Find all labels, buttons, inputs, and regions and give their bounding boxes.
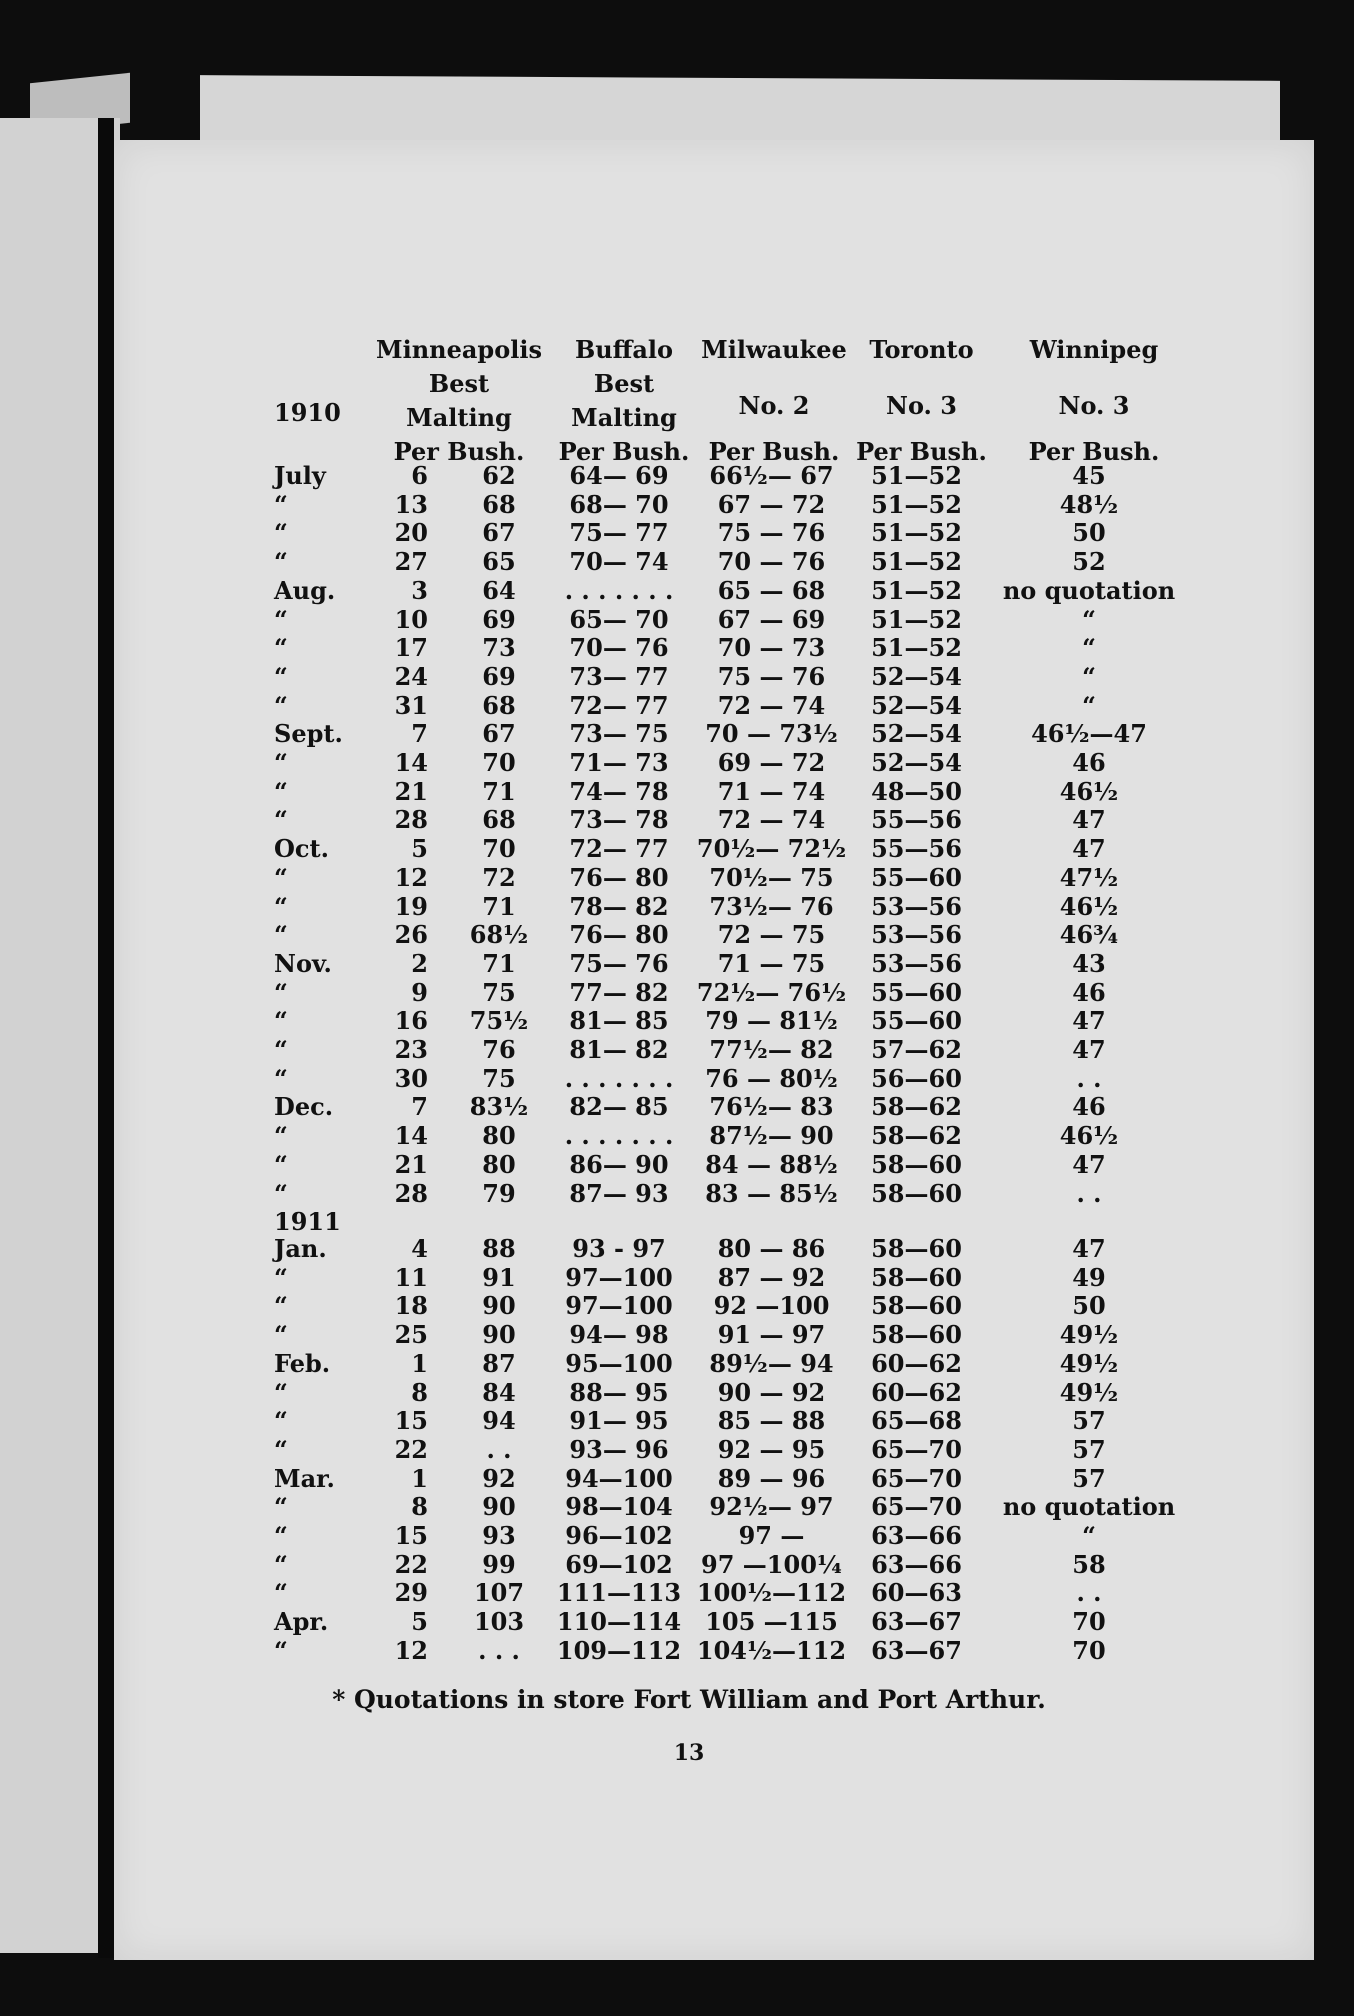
- buffalo-price-cell: 75— 77: [569, 518, 669, 548]
- month-cell: “: [274, 1178, 288, 1208]
- buffalo-price-cell: 69—102: [565, 1549, 673, 1579]
- winnipeg-price-cell: 43: [1072, 948, 1106, 978]
- buffalo-price-cell: 64— 69: [569, 461, 669, 490]
- minneapolis-price-cell: 68: [482, 805, 516, 835]
- buffalo-price-cell: 111—113: [556, 1578, 682, 1608]
- toronto-price-cell: 52—54: [871, 719, 962, 749]
- month-cell: Nov.: [274, 948, 332, 978]
- day-cell: 12: [394, 862, 428, 892]
- toronto-price-cell: 63—66: [871, 1521, 962, 1550]
- buffalo-price-cell: 110—114: [556, 1607, 682, 1637]
- toronto-price-cell: 63—67: [871, 1607, 962, 1637]
- milwaukee-price-cell: 72 — 75: [717, 920, 826, 950]
- day-cell: 18: [394, 1291, 428, 1321]
- toronto-price-cell: 55—56: [871, 805, 962, 835]
- month-cell: “: [274, 1149, 288, 1179]
- day-cell: 21: [394, 776, 428, 806]
- milwaukee-price-cell: 92 — 95: [717, 1434, 826, 1464]
- buffalo-price-cell: 78— 82: [569, 891, 669, 921]
- milwaukee-price-cell: 104½—112: [696, 1635, 847, 1665]
- day-cell: 1: [411, 1348, 428, 1378]
- winnipeg-price-cell: 47½: [1059, 862, 1119, 892]
- minneapolis-price-cell: 79: [482, 1178, 516, 1208]
- winnipeg-price-cell: . .: [1076, 1578, 1102, 1608]
- toronto-price-cell: 58—62: [871, 1092, 962, 1122]
- minneapolis-price-cell: 99: [482, 1549, 516, 1579]
- buffalo-price-cell: 76— 80: [569, 920, 669, 950]
- minneapolis-price-cell: 75½: [469, 1006, 529, 1036]
- milwaukee-price-cell: 97 —: [738, 1521, 805, 1550]
- winnipeg-price-cell: no quotation: [1002, 575, 1176, 605]
- buffalo-price-cell: . . . . . . .: [564, 575, 674, 605]
- buffalo-price-cell: 97—100: [565, 1291, 673, 1321]
- toronto-price-cell: 51—52: [871, 547, 962, 577]
- toronto-price-cell: 57—62: [871, 1035, 962, 1064]
- minneapolis-price-cell: 68: [482, 690, 516, 720]
- month-cell: “: [274, 1121, 288, 1151]
- day-cell: 27: [394, 547, 428, 577]
- milwaukee-price-cell: 77½— 82: [709, 1035, 834, 1064]
- month-cell: “: [274, 690, 288, 720]
- buffalo-price-cell: . . . . . . .: [564, 1063, 674, 1093]
- winnipeg-price-cell: 70: [1072, 1607, 1106, 1637]
- minneapolis-price-cell: 107: [473, 1578, 525, 1608]
- footnote: * Quotations in store Fort William and Port Arthur.: [332, 1685, 1046, 1714]
- month-cell: Sept.: [274, 719, 343, 749]
- milwaukee-price-cell: 70 — 73: [717, 633, 826, 663]
- minneapolis-price-cell: 83½: [469, 1092, 529, 1122]
- day-cell: 7: [411, 1092, 428, 1122]
- day-cell: 15: [394, 1521, 428, 1550]
- day-cell: 12: [394, 1635, 428, 1665]
- toronto-price-cell: 65—70: [871, 1434, 962, 1464]
- winnipeg-price-cell: 49: [1072, 1262, 1106, 1292]
- winnipeg-price-cell: “: [1082, 633, 1096, 663]
- buffalo-price-cell: 98—104: [565, 1492, 673, 1522]
- day-cell: 28: [394, 1178, 428, 1208]
- toronto-price-cell: 63—67: [871, 1635, 962, 1665]
- day-cell: 23: [394, 1035, 428, 1064]
- day-cell: 21: [394, 1149, 428, 1179]
- minneapolis-price-cell: 80: [482, 1121, 516, 1151]
- minneapolis-price-cell: 65: [482, 547, 516, 577]
- day-cell: 16: [394, 1006, 428, 1036]
- day-cell: 11: [394, 1262, 428, 1292]
- day-cell: 24: [394, 661, 428, 691]
- milwaukee-price-cell: 75 — 76: [717, 661, 826, 691]
- header-minneapolis: Minneapolis Best Malting Per Bush.: [376, 335, 542, 466]
- header-winnipeg: Winnipeg No. 3 Per Bush.: [1028, 335, 1160, 466]
- winnipeg-price-cell: 52: [1072, 547, 1106, 577]
- winnipeg-price-cell: 50: [1072, 1291, 1106, 1321]
- buffalo-price-cell: 82— 85: [569, 1092, 669, 1122]
- month-cell: “: [274, 1006, 288, 1036]
- winnipeg-price-cell: 48½: [1059, 489, 1119, 519]
- month-cell: “: [274, 805, 288, 835]
- day-cell: 8: [411, 1377, 428, 1407]
- buffalo-price-cell: 75— 76: [569, 948, 669, 978]
- minneapolis-price-cell: 71: [482, 891, 516, 921]
- month-cell: Aug.: [274, 575, 336, 605]
- milwaukee-price-cell: 79 — 81½: [705, 1006, 838, 1036]
- book-spine: [98, 118, 114, 1958]
- month-cell: Feb.: [274, 1348, 331, 1378]
- milwaukee-price-cell: 72 — 74: [717, 690, 826, 720]
- month-cell: “: [274, 661, 288, 691]
- toronto-price-cell: 60—62: [871, 1377, 962, 1407]
- winnipeg-price-cell: 47: [1072, 834, 1106, 864]
- buffalo-price-cell: 97—100: [565, 1262, 673, 1292]
- month-cell: “: [274, 920, 288, 950]
- minneapolis-price-cell: 62: [482, 461, 516, 490]
- minneapolis-price-cell: . .: [486, 1434, 512, 1464]
- day-cell: 9: [411, 977, 428, 1007]
- toronto-price-cell: 58—60: [871, 1178, 962, 1208]
- toronto-price-cell: 65—70: [871, 1492, 962, 1522]
- toronto-price-cell: 51—52: [871, 461, 962, 490]
- winnipeg-price-cell: 47: [1072, 1006, 1106, 1036]
- month-cell: “: [274, 1578, 288, 1608]
- toronto-price-cell: 55—60: [871, 1006, 962, 1036]
- milwaukee-price-cell: 80 — 86: [717, 1234, 826, 1263]
- winnipeg-price-cell: “: [1082, 604, 1096, 634]
- winnipeg-price-cell: 70: [1072, 1635, 1106, 1665]
- milwaukee-price-cell: 100½—112: [696, 1578, 847, 1608]
- minneapolis-price-cell: 69: [482, 661, 516, 691]
- buffalo-price-cell: 68— 70: [569, 489, 669, 519]
- milwaukee-price-cell: 76 — 80½: [705, 1063, 838, 1093]
- winnipeg-price-cell: no quotation: [1002, 1492, 1176, 1522]
- month-cell: “: [274, 1377, 288, 1407]
- buffalo-price-cell: 77— 82: [569, 977, 669, 1007]
- winnipeg-price-cell: 50: [1072, 518, 1106, 548]
- month-cell: “: [274, 1434, 288, 1464]
- minneapolis-price-cell: 93: [482, 1521, 516, 1550]
- toronto-price-cell: 53—56: [871, 891, 962, 921]
- month-cell: “: [274, 1262, 288, 1292]
- month-cell: “: [274, 518, 288, 548]
- day-cell: 6: [411, 461, 428, 490]
- milwaukee-price-cell: 76½— 83: [709, 1092, 834, 1122]
- winnipeg-price-cell: 46: [1072, 977, 1106, 1007]
- day-cell: 5: [411, 834, 428, 864]
- winnipeg-price-cell: 57: [1072, 1434, 1106, 1464]
- winnipeg-price-cell: 46½: [1059, 1121, 1119, 1151]
- day-cell: 14: [394, 1121, 428, 1151]
- toronto-price-cell: 51—52: [871, 575, 962, 605]
- winnipeg-price-cell: “: [1082, 690, 1096, 720]
- milwaukee-price-cell: 70 — 76: [717, 547, 826, 577]
- minneapolis-price-cell: 69: [482, 604, 516, 634]
- winnipeg-price-cell: 57: [1072, 1406, 1106, 1436]
- winnipeg-price-cell: 47: [1072, 805, 1106, 835]
- minneapolis-price-cell: 68½: [469, 920, 529, 950]
- minneapolis-price-cell: 103: [473, 1607, 525, 1637]
- day-cell: 7: [411, 719, 428, 749]
- minneapolis-price-cell: 80: [482, 1149, 516, 1179]
- day-cell: 13: [394, 489, 428, 519]
- toronto-price-cell: 52—54: [871, 690, 962, 720]
- day-cell: 22: [394, 1549, 428, 1579]
- header-buffalo: Buffalo Best Malting Per Bush.: [558, 335, 690, 466]
- month-cell: “: [274, 1549, 288, 1579]
- toronto-price-cell: 53—56: [871, 920, 962, 950]
- month-cell: “: [274, 1406, 288, 1436]
- buffalo-price-cell: 71— 73: [569, 748, 669, 777]
- day-cell: 5: [411, 1607, 428, 1637]
- milwaukee-price-cell: 83 — 85½: [705, 1178, 838, 1208]
- day-cell: 25: [394, 1320, 428, 1350]
- minneapolis-price-cell: 90: [482, 1492, 516, 1522]
- month-cell: “: [274, 1320, 288, 1350]
- month-cell: “: [274, 1291, 288, 1321]
- minneapolis-price-cell: 92: [482, 1463, 516, 1493]
- month-cell: “: [274, 862, 288, 892]
- winnipeg-price-cell: . .: [1076, 1178, 1102, 1208]
- toronto-price-cell: 58—60: [871, 1320, 962, 1350]
- day-cell: 3: [411, 575, 428, 605]
- buffalo-price-cell: 73— 77: [569, 661, 669, 691]
- toronto-price-cell: 51—52: [871, 633, 962, 663]
- minneapolis-price-cell: 71: [482, 948, 516, 978]
- toronto-price-cell: 63—66: [871, 1549, 962, 1579]
- minneapolis-price-cell: 87: [482, 1348, 516, 1378]
- buffalo-price-cell: 93 - 97: [572, 1234, 666, 1263]
- header-milwaukee: Milwaukee No. 2 Per Bush.: [701, 335, 847, 466]
- month-cell: July: [274, 461, 326, 490]
- toronto-price-cell: 52—54: [871, 661, 962, 691]
- milwaukee-price-cell: 92 —100: [713, 1291, 830, 1321]
- winnipeg-price-cell: 49½: [1059, 1320, 1119, 1350]
- winnipeg-price-cell: 47: [1072, 1035, 1106, 1064]
- day-cell: 1: [411, 1463, 428, 1493]
- toronto-price-cell: 58—60: [871, 1149, 962, 1179]
- minneapolis-price-cell: 70: [482, 834, 516, 864]
- milwaukee-price-cell: 97 —100¼: [701, 1549, 842, 1579]
- minneapolis-price-cell: 72: [482, 862, 516, 892]
- milwaukee-price-cell: 70 — 73½: [705, 719, 838, 749]
- toronto-price-cell: 56—60: [871, 1063, 962, 1093]
- month-cell: Oct.: [274, 834, 329, 864]
- minneapolis-price-cell: 75: [482, 1063, 516, 1093]
- winnipeg-price-cell: 46½: [1059, 776, 1119, 806]
- day-cell: 4: [411, 1234, 428, 1263]
- buffalo-price-cell: 95—100: [565, 1348, 673, 1378]
- month-cell: “: [274, 489, 288, 519]
- milwaukee-price-cell: 70½— 72½: [696, 834, 847, 864]
- winnipeg-price-cell: 46¾: [1059, 920, 1119, 950]
- minneapolis-price-cell: 67: [482, 719, 516, 749]
- month-cell: “: [274, 891, 288, 921]
- winnipeg-price-cell: 47: [1072, 1149, 1106, 1179]
- day-cell: 2: [411, 948, 428, 978]
- page-number: 13: [673, 1740, 705, 1766]
- minneapolis-price-cell: 91: [482, 1262, 516, 1292]
- buffalo-price-cell: 73— 75: [569, 719, 669, 749]
- buffalo-price-cell: 65— 70: [569, 604, 669, 634]
- minneapolis-price-cell: 88: [482, 1234, 516, 1263]
- minneapolis-price-cell: 90: [482, 1291, 516, 1321]
- month-cell: Mar.: [274, 1463, 335, 1493]
- month-cell: Apr.: [274, 1607, 329, 1637]
- minneapolis-price-cell: 90: [482, 1320, 516, 1350]
- milwaukee-price-cell: 87 — 92: [717, 1262, 826, 1292]
- month-cell: “: [274, 1521, 288, 1550]
- toronto-price-cell: 48—50: [871, 776, 962, 806]
- toronto-price-cell: 55—56: [871, 834, 962, 864]
- milwaukee-price-cell: 66½— 67: [709, 461, 834, 490]
- toronto-price-cell: 58—60: [871, 1262, 962, 1292]
- minneapolis-price-cell: . . .: [478, 1635, 520, 1665]
- milwaukee-price-cell: 71 — 75: [717, 948, 826, 978]
- month-cell: “: [274, 748, 288, 777]
- year-label-1910: 1910: [274, 398, 341, 427]
- toronto-price-cell: 58—62: [871, 1121, 962, 1151]
- minneapolis-price-cell: 94: [482, 1406, 516, 1436]
- buffalo-price-cell: 87— 93: [569, 1178, 669, 1208]
- toronto-price-cell: 60—63: [871, 1578, 962, 1608]
- month-cell: “: [274, 547, 288, 577]
- winnipeg-price-cell: 46½—47: [1031, 719, 1147, 749]
- milwaukee-price-cell: 89½— 94: [709, 1348, 834, 1378]
- day-cell: 26: [394, 920, 428, 950]
- buffalo-price-cell: 76— 80: [569, 862, 669, 892]
- minneapolis-price-cell: 68: [482, 489, 516, 519]
- winnipeg-price-cell: . .: [1076, 1063, 1102, 1093]
- month-cell: Jan.: [274, 1234, 327, 1263]
- day-cell: 28: [394, 805, 428, 835]
- milwaukee-price-cell: 70½— 75: [709, 862, 834, 892]
- day-cell: 20: [394, 518, 428, 548]
- toronto-price-cell: 53—56: [871, 948, 962, 978]
- buffalo-price-cell: 74— 78: [569, 776, 669, 806]
- toronto-price-cell: 51—52: [871, 518, 962, 548]
- day-cell: 15: [394, 1406, 428, 1436]
- winnipeg-price-cell: “: [1082, 1521, 1096, 1550]
- day-cell: 22: [394, 1434, 428, 1464]
- buffalo-price-cell: 94—100: [565, 1463, 673, 1493]
- buffalo-price-cell: 81— 82: [569, 1035, 669, 1064]
- day-cell: 17: [394, 633, 428, 663]
- milwaukee-price-cell: 90 — 92: [717, 1377, 826, 1407]
- toronto-price-cell: 51—52: [871, 489, 962, 519]
- buffalo-price-cell: 88— 95: [569, 1377, 669, 1407]
- buffalo-price-cell: 72— 77: [569, 690, 669, 720]
- minneapolis-price-cell: 76: [482, 1035, 516, 1064]
- buffalo-price-cell: 70— 76: [569, 633, 669, 663]
- minneapolis-price-cell: 84: [482, 1377, 516, 1407]
- winnipeg-price-cell: “: [1082, 661, 1096, 691]
- buffalo-price-cell: . . . . . . .: [564, 1121, 674, 1151]
- minneapolis-price-cell: 70: [482, 748, 516, 777]
- month-cell: “: [274, 604, 288, 634]
- winnipeg-price-cell: 57: [1072, 1463, 1106, 1493]
- toronto-price-cell: 55—60: [871, 862, 962, 892]
- toronto-price-cell: 58—60: [871, 1234, 962, 1263]
- milwaukee-price-cell: 92½— 97: [709, 1492, 834, 1522]
- minneapolis-price-cell: 71: [482, 776, 516, 806]
- milwaukee-price-cell: 89 — 96: [717, 1463, 826, 1493]
- milwaukee-price-cell: 71 — 74: [717, 776, 826, 806]
- minneapolis-price-cell: 67: [482, 518, 516, 548]
- month-cell: “: [274, 977, 288, 1007]
- winnipeg-price-cell: 49½: [1059, 1348, 1119, 1378]
- buffalo-price-cell: 70— 74: [569, 547, 669, 577]
- buffalo-price-cell: 72— 77: [569, 834, 669, 864]
- minneapolis-price-cell: 75: [482, 977, 516, 1007]
- milwaukee-price-cell: 73½— 76: [709, 891, 834, 921]
- day-cell: 14: [394, 748, 428, 777]
- month-cell: Dec.: [274, 1092, 334, 1122]
- milwaukee-price-cell: 67 — 72: [717, 489, 826, 519]
- month-cell: “: [274, 1035, 288, 1064]
- toronto-price-cell: 65—70: [871, 1463, 962, 1493]
- buffalo-price-cell: 73— 78: [569, 805, 669, 835]
- milwaukee-price-cell: 65 — 68: [717, 575, 826, 605]
- toronto-price-cell: 52—54: [871, 748, 962, 777]
- toronto-price-cell: 58—60: [871, 1291, 962, 1321]
- day-cell: 31: [394, 690, 428, 720]
- year-label-1911: 1911: [274, 1207, 341, 1236]
- winnipeg-price-cell: 47: [1072, 1234, 1106, 1263]
- winnipeg-price-cell: 46½: [1059, 891, 1119, 921]
- minneapolis-price-cell: 73: [482, 633, 516, 663]
- milwaukee-price-cell: 75 — 76: [717, 518, 826, 548]
- buffalo-price-cell: 81— 85: [569, 1006, 669, 1036]
- header-toronto: Toronto No. 3 Per Bush.: [856, 335, 987, 466]
- toronto-price-cell: 60—62: [871, 1348, 962, 1378]
- milwaukee-price-cell: 84 — 88½: [705, 1149, 838, 1179]
- month-cell: “: [274, 633, 288, 663]
- winnipeg-price-cell: 58: [1072, 1549, 1106, 1579]
- winnipeg-price-cell: 46: [1072, 1092, 1106, 1122]
- milwaukee-price-cell: 87½— 90: [709, 1121, 834, 1151]
- milwaukee-price-cell: 85 — 88: [717, 1406, 826, 1436]
- milwaukee-price-cell: 69 — 72: [717, 748, 826, 777]
- buffalo-price-cell: 91— 95: [569, 1406, 669, 1436]
- day-cell: 10: [394, 604, 428, 634]
- winnipeg-price-cell: 49½: [1059, 1377, 1119, 1407]
- toronto-price-cell: 65—68: [871, 1406, 962, 1436]
- milwaukee-price-cell: 67 — 69: [717, 604, 826, 634]
- buffalo-price-cell: 94— 98: [569, 1320, 669, 1350]
- toronto-price-cell: 55—60: [871, 977, 962, 1007]
- day-cell: 30: [394, 1063, 428, 1093]
- minneapolis-price-cell: 64: [482, 575, 516, 605]
- day-cell: 19: [394, 891, 428, 921]
- buffalo-price-cell: 109—112: [556, 1635, 682, 1665]
- day-cell: 8: [411, 1492, 428, 1522]
- month-cell: “: [274, 776, 288, 806]
- month-cell: “: [274, 1063, 288, 1093]
- day-cell: 29: [394, 1578, 428, 1608]
- buffalo-price-cell: 96—102: [565, 1521, 673, 1550]
- buffalo-price-cell: 86— 90: [569, 1149, 669, 1179]
- milwaukee-price-cell: 91 — 97: [717, 1320, 826, 1350]
- month-cell: “: [274, 1635, 288, 1665]
- milwaukee-price-cell: 72½— 76½: [696, 977, 847, 1007]
- document-page: [114, 140, 1314, 1960]
- winnipeg-price-cell: 46: [1072, 748, 1106, 777]
- buffalo-price-cell: 93— 96: [569, 1434, 669, 1464]
- milwaukee-price-cell: 72 — 74: [717, 805, 826, 835]
- milwaukee-price-cell: 105 —115: [705, 1607, 838, 1637]
- month-cell: “: [274, 1492, 288, 1522]
- winnipeg-price-cell: 45: [1072, 461, 1106, 490]
- toronto-price-cell: 51—52: [871, 604, 962, 634]
